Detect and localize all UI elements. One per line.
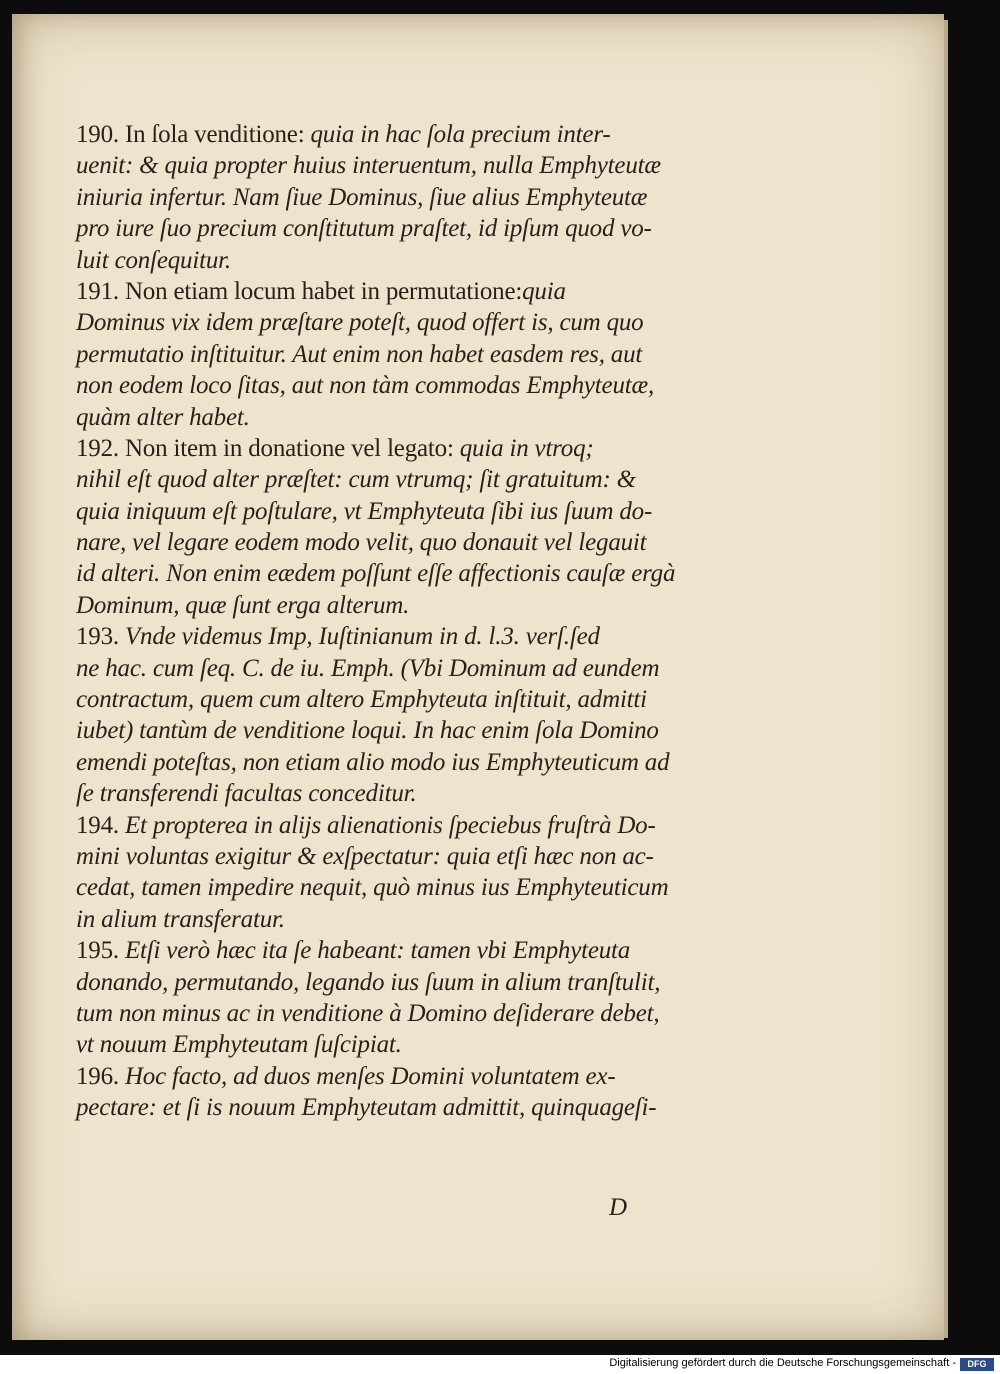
text-line bbox=[76, 998, 736, 1029]
paragraph-number: 190. bbox=[76, 121, 119, 148]
text-line bbox=[76, 841, 736, 872]
italic-text: in alium transferatur. bbox=[76, 905, 285, 933]
italic-text: ſe transferendi facultas conceditur. bbox=[76, 780, 417, 808]
dfg-logo: DFG bbox=[960, 1358, 994, 1371]
italic-text: quia bbox=[522, 277, 566, 305]
roman-text: Non item in donatione vel legato: bbox=[124, 434, 454, 462]
italic-text: permutatio inſtituitur. Aut enim non habet easdem res, aut bbox=[76, 340, 643, 368]
paragraph-number: 194. bbox=[76, 811, 119, 839]
book-page bbox=[12, 14, 944, 1340]
italic-text: Vnde videmus Imp, Iuſtinianum in d. l.3. verſ.ſed bbox=[124, 623, 600, 651]
paragraph-number: 195. bbox=[76, 937, 119, 965]
text-line bbox=[76, 1061, 736, 1092]
paragraph-entry bbox=[76, 935, 736, 1061]
italic-text: Etſi verò hæc ita ſe habeant: tamen vbi Emphyteuta bbox=[124, 937, 631, 965]
italic-text: nare, vel legare eodem modo velit, quo donauit vel legauit bbox=[76, 529, 647, 557]
paragraph-number: 192. bbox=[76, 434, 119, 462]
footer-bar bbox=[0, 1355, 1000, 1374]
paragraph-number: 196. bbox=[76, 1062, 119, 1090]
italic-text: quia in vtroq; bbox=[453, 434, 594, 462]
roman-text: Non etiam locum habet in permutatione: bbox=[124, 277, 523, 305]
text-line bbox=[76, 810, 736, 841]
text-line bbox=[76, 684, 736, 715]
text-line bbox=[76, 653, 736, 684]
text-line bbox=[76, 276, 736, 307]
page-edge bbox=[944, 20, 948, 1338]
italic-text: Dominus vix idem præſtare poteſt, quod offert is, cum quo bbox=[76, 309, 644, 337]
italic-text: iniuria infertur. Nam ſiue Dominus, ſiue alius Emphyteutæ bbox=[76, 183, 648, 211]
catchword: D bbox=[609, 1194, 628, 1221]
text-line bbox=[76, 778, 736, 809]
italic-text: pro iure ſuo precium conſtitutum praſtet, id ipſum quod vo- bbox=[76, 215, 652, 243]
italic-text: non eodem loco ſitas, aut non tàm commodas Emphyteutæ, bbox=[76, 372, 655, 400]
text-line bbox=[76, 967, 736, 998]
text-line bbox=[76, 872, 736, 903]
italic-text: iubet) tantùm de venditione loqui. In hac enim ſola Domino bbox=[76, 717, 659, 745]
text-line bbox=[76, 370, 736, 401]
text-line bbox=[76, 496, 736, 527]
italic-text: uenit: & quia propter huius interuentum, nulla Emphyteutæ bbox=[76, 152, 661, 180]
roman-text: In ſola venditione: bbox=[124, 121, 305, 148]
paragraph-number: 191. bbox=[76, 277, 119, 305]
italic-text: Et propterea in alijs alienationis ſpeciebus fruſtrà Do- bbox=[124, 811, 656, 839]
funding-notice: Digitalisierung gefördert durch die Deutsche Forschungsgemeinschaft - bbox=[609, 1357, 956, 1369]
italic-text: quia in hac ſola precium inter- bbox=[304, 121, 611, 148]
italic-text: tum non minus ac in venditione à Domino deſiderare debet, bbox=[76, 999, 660, 1027]
paragraph-entry bbox=[76, 1061, 736, 1124]
text-line bbox=[76, 747, 736, 778]
text-line bbox=[76, 590, 736, 621]
paragraph-entry bbox=[76, 119, 736, 276]
text-line bbox=[76, 245, 736, 276]
italic-text: id alteri. Non enim eædem poſſunt eſſe affectionis cauſæ ergà bbox=[76, 560, 676, 588]
italic-text: cedat, tamen impedire nequit, quò minus ius Emphyteuticum bbox=[76, 874, 669, 902]
text-line bbox=[76, 119, 736, 150]
italic-text: mini voluntas exigitur & exſpectatur: quia etſi hæc non ac- bbox=[76, 842, 654, 870]
text-line bbox=[76, 339, 736, 370]
italic-text: quia iniquum eſt poſtulare, vt Emphyteuta ſibi ius ſuum do- bbox=[76, 497, 653, 525]
italic-text: Hoc facto, ad duos menſes Domini voluntatem ex- bbox=[124, 1062, 616, 1090]
text-line bbox=[76, 150, 736, 181]
italic-text: vt nouum Emphyteutam ſuſcipiat. bbox=[76, 1031, 402, 1059]
italic-text: luit conſequitur. bbox=[76, 246, 231, 274]
italic-text: emendi poteſtas, non etiam alio modo ius Emphyteuticum ad bbox=[76, 748, 670, 776]
italic-text: nihil eſt quod alter præſtet: cum vtrumq; ſit gratuitum: & bbox=[76, 466, 636, 494]
paragraph-entry bbox=[76, 433, 736, 621]
text-line bbox=[76, 935, 736, 966]
italic-text: quàm alter habet. bbox=[76, 403, 250, 431]
paragraph-entry bbox=[76, 276, 736, 433]
text-line bbox=[76, 715, 736, 746]
italic-text: donando, permutando, legando ius ſuum in alium tranſtulit, bbox=[76, 968, 661, 996]
text-line bbox=[76, 464, 736, 495]
text-line bbox=[76, 213, 736, 244]
text-line bbox=[76, 433, 736, 464]
text-line bbox=[76, 182, 736, 213]
text-line bbox=[76, 558, 736, 589]
text-line bbox=[76, 1092, 736, 1123]
text-line bbox=[76, 402, 736, 433]
text-line bbox=[76, 307, 736, 338]
paragraph-number: 193. bbox=[76, 623, 119, 651]
italic-text: Dominum, quæ ſunt erga alterum. bbox=[76, 591, 410, 619]
text-line bbox=[76, 621, 736, 652]
paragraph-entry bbox=[76, 810, 736, 936]
page-text bbox=[76, 119, 736, 1124]
text-line bbox=[76, 904, 736, 935]
italic-text: ne hac. cum ſeq. C. de iu. Emph. (Vbi Dominum ad eundem bbox=[76, 654, 660, 682]
italic-text: pectare: et ſi is nouum Emphyteutam admittit, quinquageſi- bbox=[76, 1094, 657, 1122]
text-line bbox=[76, 1029, 736, 1060]
italic-text: contractum, quem cum altero Emphyteuta inſtituit, admitti bbox=[76, 686, 647, 714]
paragraph-entry bbox=[76, 621, 736, 809]
text-line bbox=[76, 527, 736, 558]
